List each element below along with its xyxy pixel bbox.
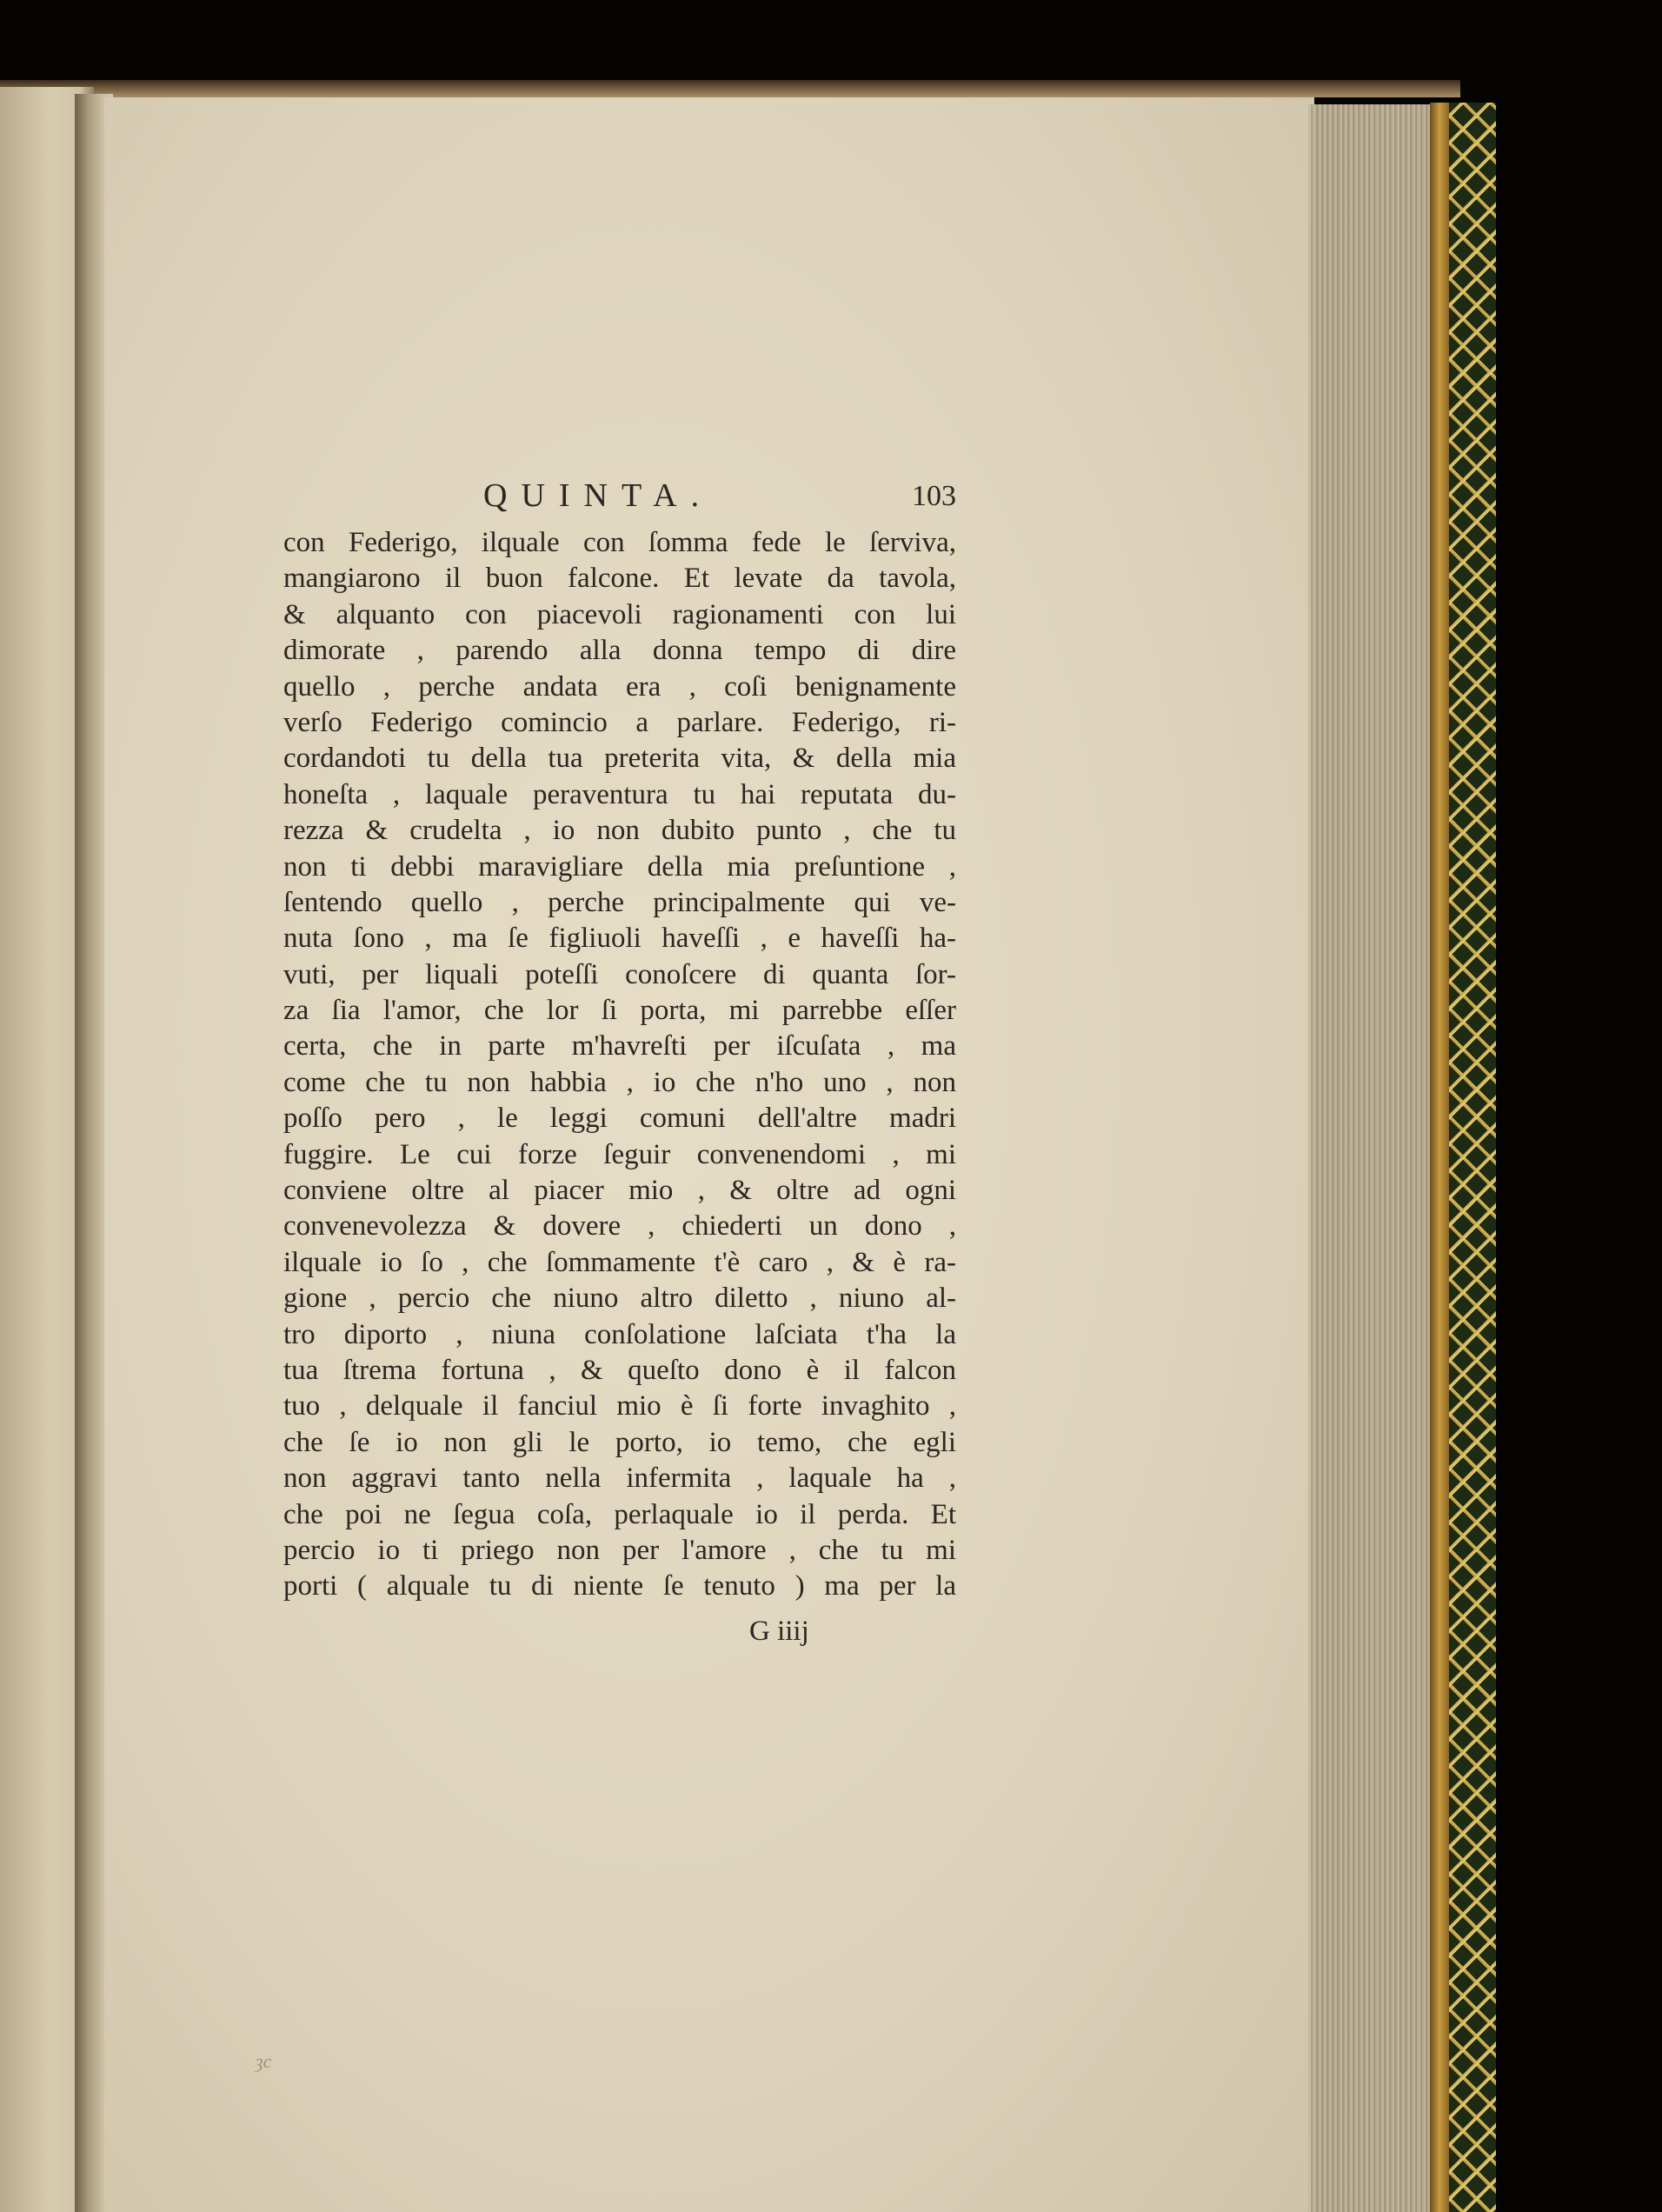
text-line: percio io ti priego non per l'amore , che tu mi <box>283 1534 956 1566</box>
text-line: vuti, per liquali poteſſi conoſcere di quanta ſor- <box>283 958 956 990</box>
book-top-edge <box>0 80 1460 97</box>
text-line: tro diporto , niuna conſolatione laſciata t'ha la <box>283 1318 956 1350</box>
text-line: za ſia l'amor, che lor ſi porta, mi parrebbe eſſer <box>283 995 956 1027</box>
text-line: come che tu non habbia , io che n'ho uno , non <box>283 1066 956 1098</box>
page-edges <box>1308 104 1430 2212</box>
text-line: cordandoti tu della tua preterita vita, & della mia <box>283 743 956 775</box>
text-line: porti ( alquale tu di niente ſe tenuto ) ma per la <box>283 1570 956 1602</box>
body-text <box>283 525 956 1605</box>
text-line: mangiarono il buon falcone. Et levate da tavola, <box>283 563 956 595</box>
text-line: & alquanto con piacevoli ragionamenti con lui <box>283 598 956 630</box>
text-line: quello , perche andata era , coſi benignamente <box>283 670 956 703</box>
text-line: convenevolezza & dovere , chiederti un dono , <box>283 1210 956 1243</box>
text-line: non ti debbi maravigliare della mia preſuntione , <box>283 850 956 883</box>
text-line: poſſo pero , le leggi comuni dell'altre madri <box>283 1103 956 1135</box>
text-block <box>283 476 956 1647</box>
text-line: che ſe io non gli le porto, io temo, che egli <box>283 1426 956 1458</box>
text-line: honeſta , laquale peraventura tu hai reputata du- <box>283 778 956 810</box>
text-line: non aggravi tanto nella infermita , laquale ha , <box>283 1462 956 1495</box>
text-line: fuggire. Le cui forze ſeguir convenendomi , mi <box>283 1138 956 1170</box>
text-line: che poi ne ſegua coſa, perlaquale io il perda. Et <box>283 1498 956 1530</box>
text-line: nuta ſono , ma ſe figliuoli haveſſi , e haveſſi ha- <box>283 923 956 955</box>
gilt-edge <box>1430 103 1449 2212</box>
running-head: QUINTA. <box>483 477 714 514</box>
text-line: ilquale io ſo , che ſommamente t'è caro , & è ra- <box>283 1246 956 1278</box>
page-header <box>283 476 956 522</box>
text-line: con Federigo, ilquale con ſomma fede le ſerviva, <box>283 527 956 558</box>
text-line: gione , percio che niuno altro diletto , niuno al- <box>283 1283 956 1315</box>
text-line: conviene oltre al piacer mio , & oltre ad ogni <box>283 1175 956 1207</box>
text-line: tua ſtrema fortuna , & queſto dono è il falcon <box>283 1354 956 1386</box>
signature-mark: G iiij <box>749 1616 809 1647</box>
text-line: verſo Federigo comincio a parlare. Federigo, ri- <box>283 706 956 738</box>
text-line: certa, che in parte m'havreſti per iſcuſata , ma <box>283 1030 956 1063</box>
text-line: rezza & crudelta , io non dubito punto , che tu <box>283 815 956 847</box>
text-line: tuo , delquale il fanciul mio è ſi forte invaghito , <box>283 1390 956 1422</box>
text-line: dimorate , parendo alla donna tempo di dire <box>283 635 956 667</box>
pencil-note: ȝc <box>256 2050 272 2072</box>
page-number: 103 <box>912 480 956 512</box>
decorated-spine <box>1449 103 1496 2212</box>
text-line: ſentendo quello , perche principalmente qui ve- <box>283 886 956 918</box>
